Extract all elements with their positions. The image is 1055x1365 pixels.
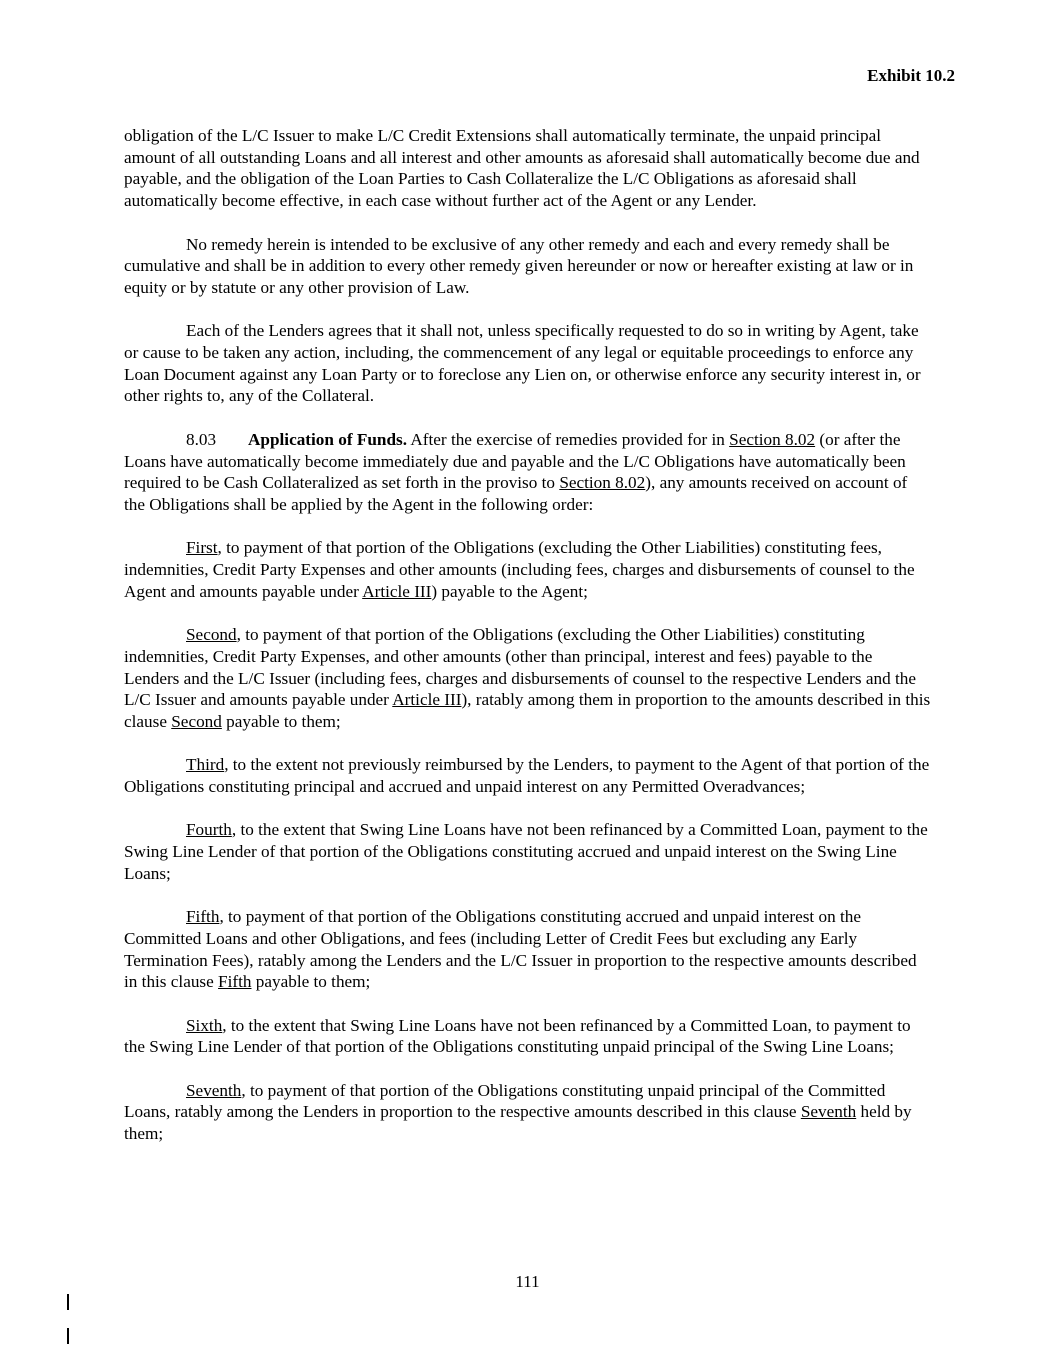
paragraph-lender-agreement <box>124 320 932 407</box>
clause-fourth <box>124 819 932 884</box>
clause-text: payable to them; <box>221 711 341 731</box>
article-reference: Article III <box>392 690 462 710</box>
article-reference: Article III <box>362 581 432 601</box>
clause-fifth <box>124 906 932 993</box>
clause-text: payable to them; <box>251 972 371 992</box>
clause-text: , to payment of that portion of the Obligations constituting accrued and unpaid interest on the Committed Loans and other Obligations, and fees (including Letter of Credit Fees but excluding any Early Termination Fees), ratably among the Lenders and the L/C Issuer in proportion to the respective amounts described in this clause <box>124 907 917 992</box>
document-body <box>124 125 932 1167</box>
exhibit-label: Exhibit 10.2 <box>867 66 955 85</box>
clause-text: ), ratably among them in proportion to the amounts described in this clause <box>124 690 931 731</box>
section-8-03 <box>124 429 932 516</box>
clause-text: , to payment of that portion of the Obligations (excluding the Other Liabilities) constituting indemnities, Credit Party Expenses, and other amounts (other than principal, interest and fees) payable to the Lenders and the L/C Issuer (including fees, charges and disbursements of counsel to the respective Lenders and the L/C Issuer and amounts payable under <box>124 625 916 710</box>
revision-bar <box>67 1294 69 1310</box>
clause-label: Second <box>186 625 237 645</box>
clause-label: Seventh <box>186 1080 242 1100</box>
clause-label: Fourth <box>186 820 232 840</box>
paragraph-text: No remedy herein is intended to be exclusive of any other remedy and each and every remedy shall be cumulative and shall be in addition to every other remedy given hereunder or now or hereafter existing at law or in equity or by statute or any other provision of Law. <box>124 234 914 297</box>
section-text: ), any amounts received on account of the Obligations shall be applied by the Agent in the following order: <box>124 473 908 514</box>
section-number: 8.03 <box>186 429 217 449</box>
clause-text: , to the extent that Swing Line Loans have not been refinanced by a Committed Loan, to payment to the Swing Line Lender of that portion of the Obligations constituting unpaid principal of the Swing Line Loans; <box>124 1015 911 1057</box>
clause-third <box>124 754 932 797</box>
section-text: (or after the Loans have automatically become immediately due and payable and the L/C Obligations have automatically been required to be Cash Collateralized as set forth in the proviso to <box>124 429 906 493</box>
clause-reference: Second <box>171 711 222 731</box>
clause-text: , to payment of that portion of the Obligations (excluding the Other Liabilities) constituting fees, indemnities, Credit Party Expenses and other amounts (including fees, charges and disbursements of counsel to the Agent and amounts payable under <box>124 538 915 601</box>
paragraph-continuation: obligation of the L/C Issuer to make L/C Credit Extensions shall automatically terminate, the unpaid principal amount of all outstanding Loans and all interest and other amounts as aforesaid shall automatically become due and payable, and the obligation of the Loan Parties to Cash Collateralize the L/C Obligations as aforesaid shall automatically become effective, in each case without further act of the Agent or any Lender. <box>124 126 920 211</box>
clause-seventh <box>124 1080 932 1145</box>
clause-text: held by them; <box>124 1102 912 1144</box>
section-reference: Section 8.02 <box>559 473 646 493</box>
clause-label: Sixth <box>186 1015 223 1035</box>
section-heading: Application of Funds. <box>248 429 408 449</box>
clause-text: , to the extent not previously reimbursed by the Lenders, to payment to the Agent of that portion of the Obligations constituting principal and accrued and unpaid interest on any Permitted Overadvances; <box>124 755 930 796</box>
paragraph-text: Each of the Lenders agrees that it shall not, unless specifically requested to do so in writing by Agent, take or cause to be taken any action, including, the commencement of any legal or equitable proceedings to enforce any Loan Document against any Loan Party or to foreclose any Lien on, or otherwise enforce any security interest in, or other rights to, any of the Collateral. <box>124 321 921 406</box>
revision-bar <box>67 1328 69 1344</box>
clause-label: First <box>186 538 218 558</box>
clause-text: , to payment of that portion of the Obligations constituting unpaid principal of the Committed Loans, ratably among the Lenders in proportion to the respective amounts described in this clause <box>124 1080 886 1122</box>
clause-label: Fifth <box>186 907 220 927</box>
clause-first <box>124 537 932 602</box>
clause-sixth <box>124 1015 932 1058</box>
paragraph-remedies <box>124 234 932 299</box>
clause-second <box>124 624 932 733</box>
page-number: 111 <box>515 1272 540 1291</box>
clause-reference: Seventh <box>800 1102 857 1122</box>
clause-text: , to the extent that Swing Line Loans have not been refinanced by a Committed Loan, payment to the Swing Line Lender of that portion of the Obligations constituting accrued and unpaid interest on the Swing Line Loans; <box>124 820 928 883</box>
clause-reference: Fifth <box>218 972 252 992</box>
section-text: After the exercise of remedies provided for in <box>407 429 730 449</box>
clause-text: ) payable to the Agent; <box>431 581 588 601</box>
section-reference: Section 8.02 <box>729 429 816 449</box>
clause-label: Third <box>186 755 225 775</box>
